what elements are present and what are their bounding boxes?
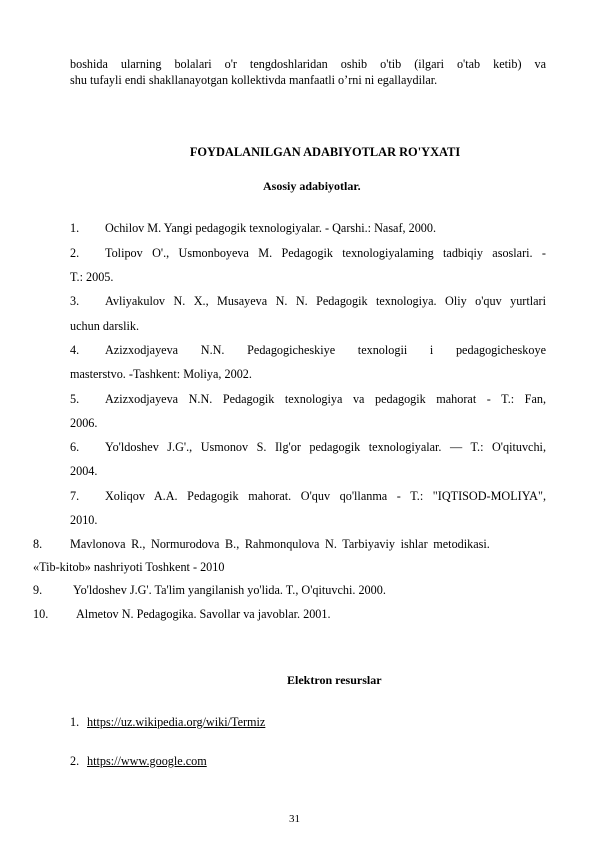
google-link[interactable]: https://www.google.com — [87, 754, 207, 768]
ref-4-number: 4. — [70, 343, 80, 357]
ref-5-line-2: 2006. — [70, 416, 98, 430]
electronic-resources-heading: Elektron resurslar — [287, 673, 382, 687]
ref-5-number: 5. — [70, 392, 80, 406]
ref-7-line-1: Xoliqov A.A. Pedagogik mahorat. O'quv qo'llanma - T.: "IQTISOD-MOLIYA", — [105, 489, 546, 503]
wikipedia-termiz-link[interactable]: https://uz.wikipedia.org/wiki/Termiz — [87, 715, 266, 729]
ref-3-line-1: Avliyakulov N. X., Musayeva N. N. Pedagogik texnologiya. Oliy o'quv yurtlari — [105, 294, 546, 308]
page-number: 31 — [289, 813, 300, 825]
references-heading: FOYDALANILGAN ADABIYOTLAR RO'YXATI — [189, 145, 461, 159]
ref-2-line-1: Tolipov O'., Usmonboyeva M. Pedagogik texnologiyalaming tadbiqiy asoslari. - — [105, 246, 546, 260]
ref-1-number: 1. — [70, 221, 80, 235]
ref-4-line-1: Azizxodjayeva N.N. Pedagogicheskiye texnologii i pedagogicheskoye — [105, 343, 546, 357]
main-literature-subheading: Asosiy adabiyotlar. — [263, 179, 361, 193]
link-2-number: 2. — [70, 754, 80, 768]
ref-2-line-2: T.: 2005. — [70, 270, 114, 284]
ref-8-number: 8. — [33, 537, 43, 551]
ref-6-line-2: 2004. — [70, 464, 98, 478]
intro-line-1: boshida ularning bolalari o'r tengdoshlaridan oshib o'tib (ilgari o'tab ketib) va — [70, 57, 546, 71]
ref-9-line-1: Yo'ldoshev J.G'. Ta'lim yangilanish yo'lida. T., O'qituvchi. 2000. — [73, 583, 386, 597]
ref-4-line-2: masterstvo. -Tashkent: Moliya, 2002. — [70, 367, 252, 381]
ref-10-number: 10. — [33, 607, 49, 621]
ref-8-line-2: «Tib-kitob» nashriyoti Toshkent - 2010 — [33, 560, 225, 574]
link-1-number: 1. — [70, 715, 80, 729]
ref-3-line-2: uchun darslik. — [70, 319, 140, 333]
ref-2-number: 2. — [70, 246, 80, 260]
intro-line-2: shu tufayli endi shakllanayotgan kollektivda manfaatli o’rni ni egallaydilar. — [70, 73, 438, 87]
ref-6-number: 6. — [70, 440, 80, 454]
ref-3-number: 3. — [70, 294, 80, 308]
ref-5-line-1: Azizxodjayeva N.N. Pedagogik texnologiya va pedagogik mahorat - T.: Fan, — [105, 392, 546, 406]
ref-10-line-1: Almetov N. Pedagogika. Savollar va javoblar. 2001. — [76, 607, 331, 621]
ref-8-line-1: Mavlonova R., Normurodova B., Rahmonqulova N. Tarbiyaviy ishlar metodikasi. — [70, 537, 490, 551]
ref-6-line-1: Yo'ldoshev J.G'., Usmonov S. Ilg'or pedagogik texnologiyalar. — T.: O'qituvchi, — [105, 440, 546, 454]
ref-9-number: 9. — [33, 583, 43, 597]
ref-1-line-1: Ochilov M. Yangi pedagogik texnologiyalar. - Qarshi.: Nasaf, 2000. — [105, 221, 437, 235]
ref-7-line-2: 2010. — [70, 513, 98, 527]
ref-7-number: 7. — [70, 489, 80, 503]
